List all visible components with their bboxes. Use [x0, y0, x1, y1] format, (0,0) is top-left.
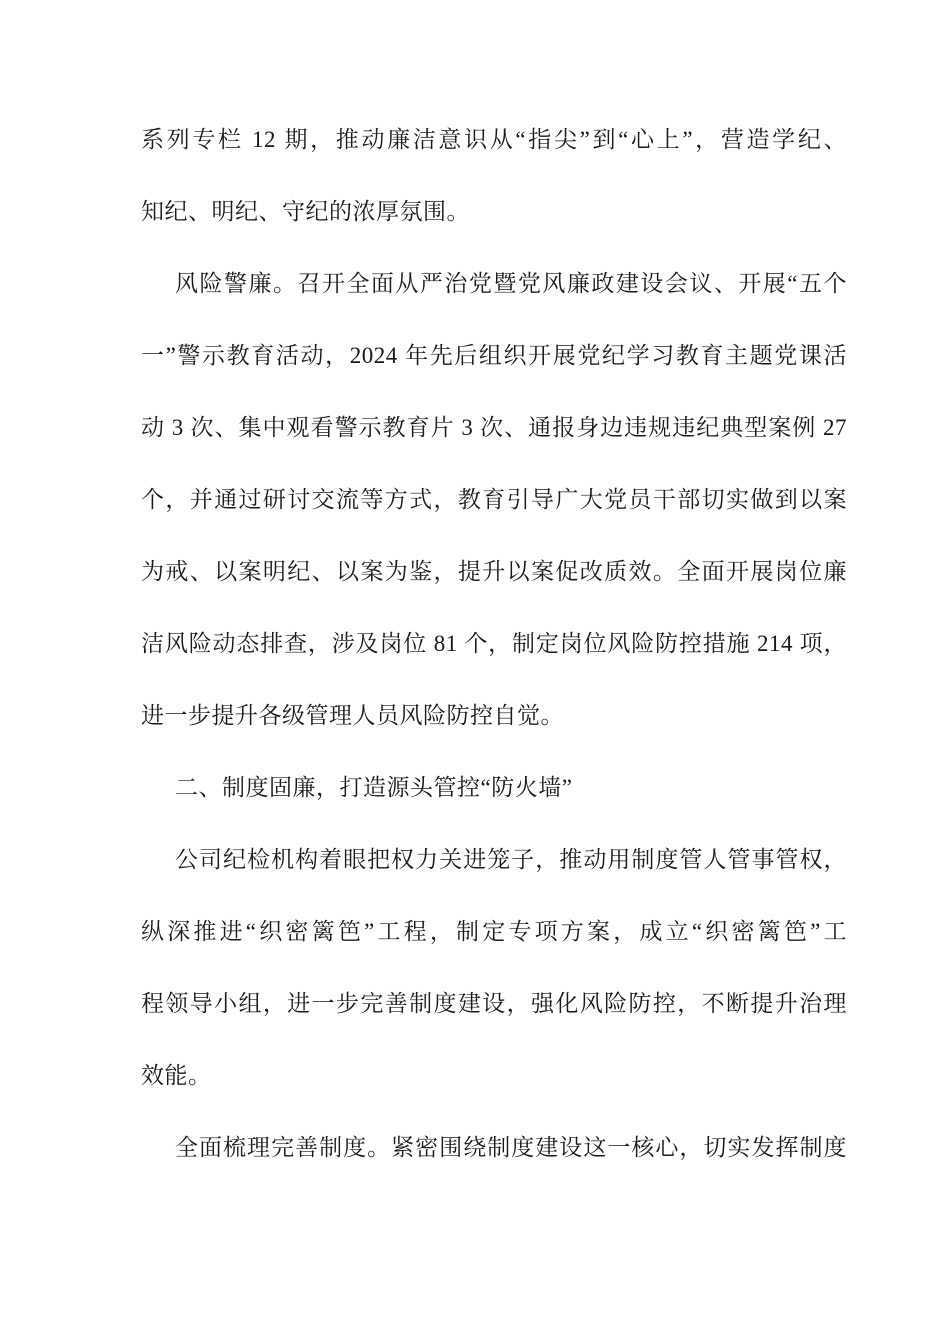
text-line: 全面梳理完善制度。紧密围绕制度建设这一核心，切实发挥制度 — [175, 1135, 847, 1160]
text-line: 洁风险动态排查，涉及岗位 81 个，制定岗位风险防控措施 214 项， — [141, 631, 847, 656]
text-line: 个，并通过研讨交流等方式，教育引导广大党员干部切实做到以案 — [141, 487, 847, 512]
text-line: 为戒、以案明纪、以案为鉴，提升以案促改质效。全面开展岗位廉 — [141, 559, 847, 584]
text-line: 公司纪检机构着眼把权力关进笼子，推动用制度管人管事管权， — [175, 847, 847, 872]
text-block — [141, 104, 847, 1184]
text-line: 知纪、明纪、守纪的浓厚氛围。 — [141, 199, 470, 224]
text-line: 纵深推进“织密篱笆”工程，制定专项方案，成立“织密篱笆”工 — [141, 919, 847, 944]
text-line: 风险警廉。召开全面从严治党暨党风廉政建设会议、开展“五个 — [175, 271, 847, 296]
text-line: 进一步提升各级管理人员风险防控自觉。 — [141, 703, 564, 728]
text-line: 动 3 次、集中观看警示教育片 3 次、通报身边违规违纪典型案例 27 — [141, 415, 847, 440]
text-line: 一”警示教育活动，2024 年先后组织开展党纪学习教育主题党课活 — [141, 343, 847, 368]
text-line: 系列专栏 12 期，推动廉洁意识从“指尖”到“心上”，营造学纪、 — [141, 127, 847, 152]
section-heading: 二、制度固廉，打造源头管控“防火墙” — [175, 775, 573, 800]
text-line: 效能。 — [141, 1063, 212, 1088]
text-line: 程领导小组，进一步完善制度建设，强化风险防控，不断提升治理 — [141, 991, 847, 1016]
